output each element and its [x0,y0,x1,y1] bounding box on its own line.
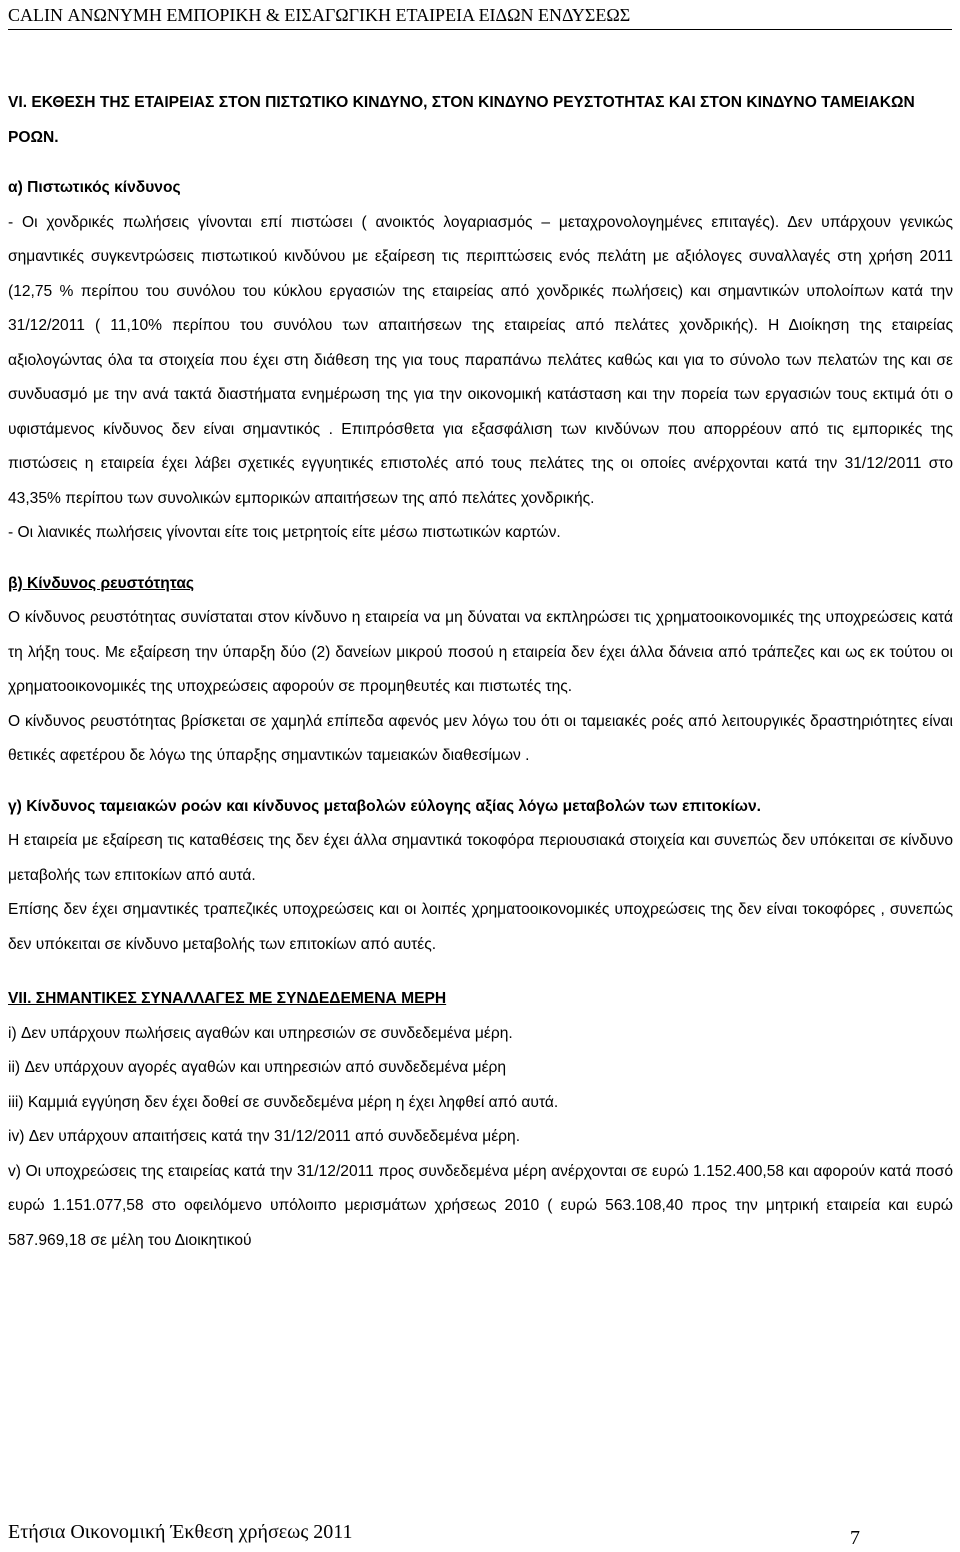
interest-risk-paragraph-1: Η εταιρεία με εξαίρεση τις καταθέσεις της δεν έχει άλλα σημαντικά τοκοφόρα περιουσιακά στοιχεία και συνεπώς δεν υπόκειται σε κίνδυνο μεταβολής των επιτοκίων από αυτά. [8,832,953,884]
page-number: 7 [850,1527,860,1549]
related-party-item-1: i) Δεν υπάρχουν πωλήσεις αγαθών και υπηρεσιών σε συνδεδεμένα μέρη. [8,1024,513,1042]
document-body [8,86,953,1258]
section-6-heading: VI. ΕΚΘΕΣΗ ΤΗΣ ΕΤΑΙΡΕΙΑΣ ΣΤΟΝ ΠΙΣΤΩΤΙΚΟ ΚΙΝΔΥΝΟ, ΣΤΟΝ ΚΙΝΔΥΝΟ ΡΕΥΣΤΟΤΗΤΑΣ ΚΑΙ ΣΤΟΝ ΚΙΝΔΥΝΟ ΤΑΜΕΙΑΚΩΝ ΡΟΩΝ. [8,94,915,146]
related-party-item-4: iv) Δεν υπάρχουν απαιτήσεις κατά την 31/12/2011 από συνδεδεμένα μέρη. [8,1128,521,1145]
related-party-item-3: iii) Καμμιά εγγύηση δεν έχει δοθεί σε συνδεδεμένα μέρη η έχει ληφθεί από αυτά. [8,1093,559,1111]
company-name: CALIN ΑΝΩΝΥΜΗ ΕΜΠΟΡΙΚΗ & ΕΙΣΑΓΩΓΙΚΗ ΕΤΑΙΡΕΙΑ ΕΙΔΩΝ ΕΝΔΥΣΕΩΣ [8,5,631,25]
document-footer [8,1518,952,1549]
credit-risk-paragraph: - Οι χονδρικές πωλήσεις γίνονται επί πιστώσει ( ανοικτός λογαριασμός – μεταχρονολογημένες επιταγές). Δεν υπάρχουν γενικώς σημαντικές συγκεντρώσεις πιστωτικού κινδύνου με εξαίρεση τις περιπτώσεις ενός πελάτη με αξιόλογες συναλλαγές στη χρήση 2011 (12,75 % περίπου του συνόλου του κύκλου εργασιών της εταιρείας από χονδρικές πωλήσεις) και σημαντικών υπολοίπων κατά την 31/12/2011 ( 11,10% περίπου του συνόλου των απαιτήσεων της εταιρείας από πελάτες χονδρικής). Η Διοίκηση της εταιρείας αξιολογώντας όλα τα στοιχεία που έχει στη διάθεση της για τους παραπάνω πελάτες καθώς και για το σύνολο των πελατών της και σε συνδυασμό με την ανά τακτά διαστήματα ενημέρωση της για την οικονομική κατάσταση και την πορεία των εργασιών τους εκτιμά ότι ο υφιστάμενος κίνδυνος δεν είναι σημαντικός . Επιπρόσθετα για εξασφάλιση των κινδύνων που απορρέουν από τις εμπορικές της πιστώσεις η εταιρεία έχει λάβει σχετικές εγγυητικές επιστολές από τους πελάτες της οι οποίες ανέρχονται κατά την 31/12/2011 στο 43,35% περίπου των συνολικών εμπορικών απαιτήσεων της από πελάτες χονδρικής. [8,213,953,507]
related-party-item-2: ii) Δεν υπάρχουν αγορές αγαθών και υπηρεσιών από συνδεδεμένα μέρη [8,1059,507,1076]
footer-text: Ετήσια Οικονομική Έκθεση χρήσεως 2011 [8,1521,353,1543]
interest-risk-paragraph-2: Επίσης δεν έχει σημαντικές τραπεζικές υποχρεώσεις και οι λοιπές χρηματοοικονομικές υποχρεώσεις της δεν είναι τοκοφόρες , συνεπώς δεν υπόκειται σε κίνδυνο μεταβολής των επιτοκίων από αυτές. [8,901,953,953]
liquidity-risk-paragraph-2: Ο κίνδυνος ρευστότητας βρίσκεται σε χαμηλά επίπεδα αφενός μεν λόγω του ότι οι ταμειακές ροές από λειτουργικές δραστηριότητες είναι θετικές αφετέρου δε λόγω της ύπαρξης σημαντικών ταμειακών διαθεσίμων . [8,712,953,764]
document-header [8,2,952,30]
liquidity-risk-title: β) Κίνδυνος ρευστότητας [8,574,195,592]
section-7-heading: VII. ΣΗΜΑΝΤΙΚΕΣ ΣΥΝΑΛΛΑΓΕΣ ΜΕ ΣΥΝΔΕΔΕΜΕΝΑ ΜΕΡΗ [8,990,447,1007]
credit-risk-title: α) Πιστωτικός κίνδυνος [8,179,181,196]
cashflow-risk-title: γ) Κίνδυνος ταμειακών ροών και κίνδυνος μεταβολών εύλογης αξίας λόγω μεταβολών των επιτοκίων. [8,797,761,815]
liquidity-risk-paragraph-1: Ο κίνδυνος ρευστότητας συνίσταται στον κίνδυνο η εταιρεία να μη δύναται να εκπληρώσει τις χρηματοοικονομικές της υποχρεώσεις κατά τη λήξη τους. Με εξαίρεση την ύπαρξη δύο (2) δανείων μικρού ποσού η εταιρεία δεν έχει άλλα δάνεια από τράπεζες και ως εκ τούτου οι χρηματοοικονομικές της υποχρεώσεις αφορούν σε προμηθευτές και πιστωτές της. [8,609,953,695]
related-party-item-5: v) Οι υποχρεώσεις της εταιρείας κατά την 31/12/2011 προς συνδεδεμένα μέρη ανέρχονται σε ευρώ 1.152.400,58 και αφορούν κατά ποσό ευρώ 1.151.077,58 στο οφειλόμενο υπόλοιπο μερισμάτων χρήσεως 2010 ( ευρώ 563.108,40 προς την μητρική εταιρεία και ευρώ 587.969,18 σε μέλη του Διοικητικού [8,1162,953,1249]
retail-sales-paragraph: - Οι λιανικές πωλήσεις γίνονται είτε τοις μετρητοίς είτε μέσω πιστωτικών καρτών. [8,524,561,541]
